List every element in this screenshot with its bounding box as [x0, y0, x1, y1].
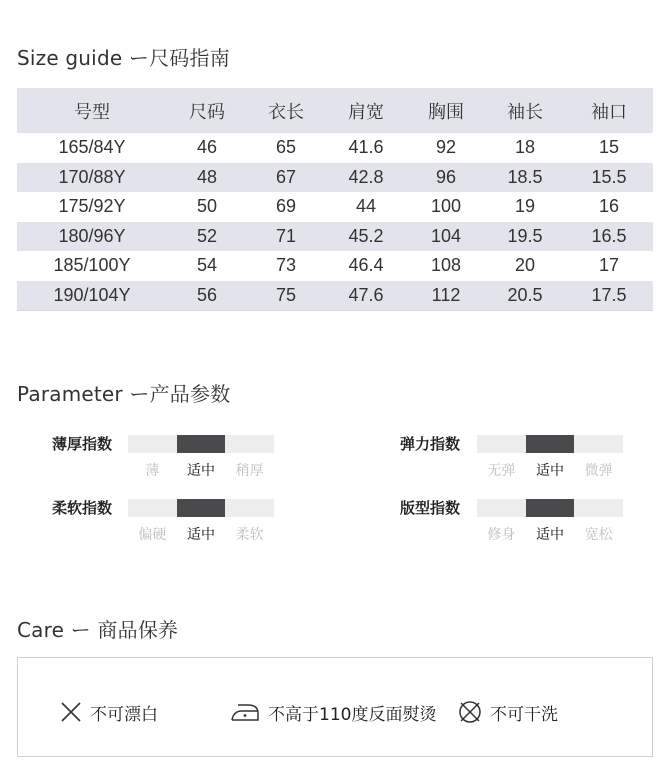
param-option: 宽松 [584, 527, 613, 543]
table-cell: 108 [407, 251, 485, 281]
scale-segment [574, 435, 623, 453]
no-bleach-icon [60, 701, 82, 723]
iron-low-heat-icon [230, 701, 260, 723]
table-cell: 165/84Y [17, 133, 167, 163]
table-cell: 73 [247, 251, 325, 281]
header-cell: 袖口 [565, 88, 653, 133]
table-row [17, 133, 653, 163]
table-cell: 17 [565, 251, 653, 281]
table-cell: 50 [167, 192, 247, 222]
size-guide-title: Size guide ー尺码指南 [17, 46, 230, 70]
header-cell: 胸围 [407, 88, 485, 133]
param-option: 适中 [187, 463, 215, 479]
table-cell: 92 [407, 133, 485, 163]
param-option: 微弹 [584, 463, 613, 479]
scale-segment [128, 435, 177, 453]
param-option: 柔软 [235, 527, 264, 543]
param-label: 版型指数 [400, 499, 461, 517]
table-cell: 47.6 [325, 281, 407, 311]
param-options [128, 524, 274, 544]
care-item-no-dry-clean [458, 700, 558, 724]
scale-segment [225, 499, 274, 517]
table-cell: 112 [407, 281, 485, 311]
no-dry-clean-icon [458, 700, 482, 724]
param-option: 稍厚 [235, 463, 264, 479]
param-option: 修身 [487, 527, 516, 543]
care-item-text: 不高于110度反面熨烫 [268, 704, 437, 725]
table-cell: 16.5 [565, 222, 653, 252]
table-cell: 170/88Y [17, 163, 167, 193]
param-label: 柔软指数 [52, 499, 113, 517]
size-table [17, 88, 653, 311]
table-cell: 96 [407, 163, 485, 193]
table-cell: 15 [565, 133, 653, 163]
scale-segment [574, 499, 623, 517]
table-row [17, 251, 653, 281]
table-cell: 175/92Y [17, 192, 167, 222]
table-cell: 190/104Y [17, 281, 167, 311]
table-cell: 52 [167, 222, 247, 252]
table-cell: 69 [247, 192, 325, 222]
param-scale-bar [477, 435, 623, 453]
param-options [477, 524, 623, 544]
table-cell: 20.5 [485, 281, 565, 311]
table-cell: 15.5 [565, 163, 653, 193]
param-option: 无弹 [487, 463, 516, 479]
table-row [17, 192, 653, 222]
param-scale-bar [477, 499, 623, 517]
header-cell: 号型 [17, 88, 167, 133]
table-cell: 67 [247, 163, 325, 193]
param-options [128, 460, 274, 480]
header-cell: 尺码 [167, 88, 247, 133]
param-option: 适中 [187, 527, 215, 543]
param-elasticity [400, 433, 640, 493]
care-title: Care ー 商品保养 [17, 618, 179, 642]
table-cell: 46 [167, 133, 247, 163]
table-cell: 71 [247, 222, 325, 252]
table-row [17, 281, 653, 311]
param-option: 偏硬 [138, 527, 167, 543]
table-cell: 75 [247, 281, 325, 311]
table-cell: 19 [485, 192, 565, 222]
table-row [17, 222, 653, 252]
table-cell: 45.2 [325, 222, 407, 252]
table-cell: 44 [325, 192, 407, 222]
table-cell: 20 [485, 251, 565, 281]
param-option: 薄 [145, 463, 160, 479]
scale-segment [477, 499, 526, 517]
param-label: 弹力指数 [400, 435, 461, 453]
table-cell: 42.8 [325, 163, 407, 193]
care-item-iron [230, 700, 436, 724]
header-cell: 肩宽 [325, 88, 407, 133]
table-cell: 18.5 [485, 163, 565, 193]
table-cell: 46.4 [325, 251, 407, 281]
table-cell: 19.5 [485, 222, 565, 252]
table-cell: 180/96Y [17, 222, 167, 252]
param-option: 适中 [536, 527, 564, 543]
scale-segment [225, 435, 274, 453]
scale-segment [177, 435, 226, 453]
care-item-text: 不可漂白 [90, 704, 158, 725]
table-cell: 18 [485, 133, 565, 163]
parameter-title: Parameter ー产品参数 [17, 382, 231, 406]
size-table-header-row [17, 88, 653, 133]
table-cell: 104 [407, 222, 485, 252]
table-cell: 65 [247, 133, 325, 163]
param-scale-bar [128, 435, 274, 453]
table-cell: 48 [167, 163, 247, 193]
param-thickness [52, 433, 292, 493]
care-item-no-bleach [60, 700, 158, 724]
scale-segment [526, 499, 575, 517]
scale-segment [177, 499, 226, 517]
header-cell: 袖长 [485, 88, 565, 133]
scale-segment [526, 435, 575, 453]
care-box [17, 657, 653, 757]
table-cell: 41.6 [325, 133, 407, 163]
param-option: 适中 [536, 463, 564, 479]
table-cell: 185/100Y [17, 251, 167, 281]
param-label: 薄厚指数 [52, 435, 113, 453]
param-options [477, 460, 623, 480]
header-cell: 衣长 [247, 88, 325, 133]
table-cell: 16 [565, 192, 653, 222]
param-scale-bar [128, 499, 274, 517]
table-cell: 56 [167, 281, 247, 311]
scale-segment [477, 435, 526, 453]
table-cell: 54 [167, 251, 247, 281]
param-softness [52, 497, 292, 557]
scale-segment [128, 499, 177, 517]
care-item-text: 不可干洗 [490, 704, 558, 725]
param-fit [400, 497, 640, 557]
table-row [17, 163, 653, 193]
table-cell: 100 [407, 192, 485, 222]
table-cell: 17.5 [565, 281, 653, 311]
